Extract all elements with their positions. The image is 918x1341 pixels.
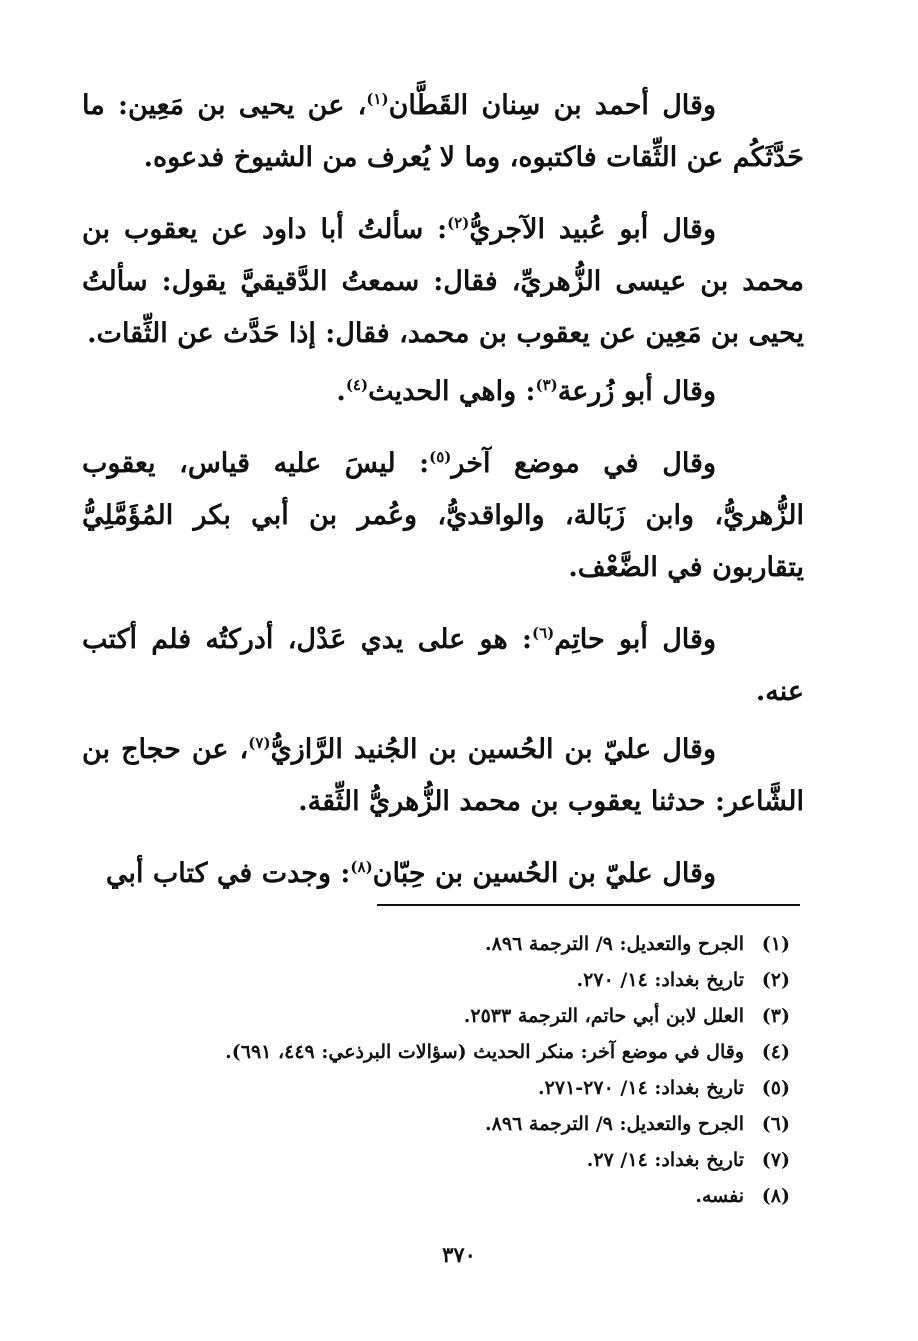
paragraph-7-before: وقال عليّ بن الحُسين بن حِبّان [372,858,716,889]
footnote-8 [150,1178,790,1214]
paragraph-1 [82,80,804,184]
footnote-number: (٥) [761,1077,790,1099]
footnote-text: تاريخ بغداد: ١٤/ ٢٧٠-٢٧١. [538,1077,744,1099]
footnote-text: تاريخ بغداد: ١٤/ ٢٧. [586,1149,744,1171]
footnote-2 [150,962,790,998]
paragraph-3 [82,366,804,418]
paragraph-7-after: : وجدت في كتاب أبي [105,858,351,889]
footnote-number: (٤) [761,1041,790,1063]
footnote-ref-8: (٨) [350,858,373,876]
paragraph-2 [82,204,804,360]
footnote-ref-4: (٤) [345,376,369,394]
footnote-number: (٢) [761,969,790,991]
paragraph-3-before: وقال أبو زُرعة [557,376,716,407]
paragraph-6-before: وقال عليّ بن الحُسين بن الجُنيد الرَّازيُّ [270,734,717,765]
paragraph-4 [82,438,804,594]
paragraph-5-before: وقال أبو حاتِم [554,624,716,655]
footnotes-list [150,926,790,1214]
paragraph-4-after: : ليسَ عليه قياس، يعقوب الزُّهريُّ، وابن زَبَالة، والواقديُّ، وعُمر بن أبي بكر المُؤَمَّلِيُّ يتقاربون في الضَّعْف. [82,448,804,583]
footnote-text: تاريخ بغداد: ١٤/ ٢٧٠. [576,969,744,991]
paragraph-4-before: وقال في موضع آخر [451,448,716,479]
paragraph-6-after: ، عن حجاج بن الشَّاعر: حدثنا يعقوب بن محمد الزُّهريُّ الثِّقة. [82,734,804,817]
footnote-text: العلل لابن أبي حاتم، الترجمة ٢٥٣٣. [463,1005,744,1027]
footnote-number: (١) [761,933,790,955]
paragraph-3-after: : واهي الحديث [368,376,536,407]
paragraph-7 [82,848,804,900]
paragraph-5 [82,614,804,718]
footnote-separator [377,904,800,906]
footnote-ref-2: (٢) [447,214,470,232]
paragraph-5-after: : هو على يدي عَدْل، أدركتُه فلم أكتب عنه. [82,624,804,707]
footnote-number: (٧) [761,1149,790,1171]
footnote-4 [150,1034,790,1070]
footnote-number: (٣) [761,1005,790,1027]
paragraph-1-after: ، عن يحيى بن مَعِين: ما حَدَّثَكُم عن الثِّقات فاكتبوه، وما لا يُعرف من الشيوخ فدعوه. [82,90,804,173]
footnote-ref-1: (١) [366,90,389,108]
footnote-text: الجرح والتعديل: ٩/ الترجمة ٨٩٦. [485,1113,744,1135]
footnote-number: (٦) [761,1113,790,1135]
footnote-6 [150,1106,790,1142]
paragraph-2-after: : سألتُ أبا داود عن يعقوب بن محمد بن عيسى الزُّهريِّ، فقال: سمعتُ الدَّقيقيَّ يقول: سألتُ يحيى بن مَعِين عن يعقوب بن محمد، فقال: إذا حَدَّث عن الثِّقات. [82,214,804,349]
footnote-5 [150,1070,790,1106]
footnote-ref-3: (٣) [535,376,558,394]
paragraph-6 [82,724,804,828]
footnote-3 [150,998,790,1034]
paragraph-1-before: وقال أحمد بن سِنان القَطَّان [388,90,716,121]
footnote-ref-7: (٧) [248,734,271,752]
footnote-number: (٨) [761,1185,790,1207]
footnote-1 [150,926,790,962]
main-text [82,80,804,920]
footnote-ref-5: (٥) [429,448,452,466]
page-number: ٣٧٠ [442,1242,476,1267]
paragraph-3-after2: . [336,376,346,407]
footnote-ref-6: (٦) [531,624,555,642]
footnote-7 [150,1142,790,1178]
footnote-text: نفسه. [695,1185,744,1207]
footnote-text: وقال في موضع آخر: منكر الحديث (سؤالات البرذعي: ٤٤٩، ٦٩١). [225,1041,744,1063]
paragraph-2-before: وقال أبو عُبيد الآجريُّ [469,214,716,245]
footnote-text: الجرح والتعديل: ٩/ الترجمة ٨٩٦. [485,933,744,955]
